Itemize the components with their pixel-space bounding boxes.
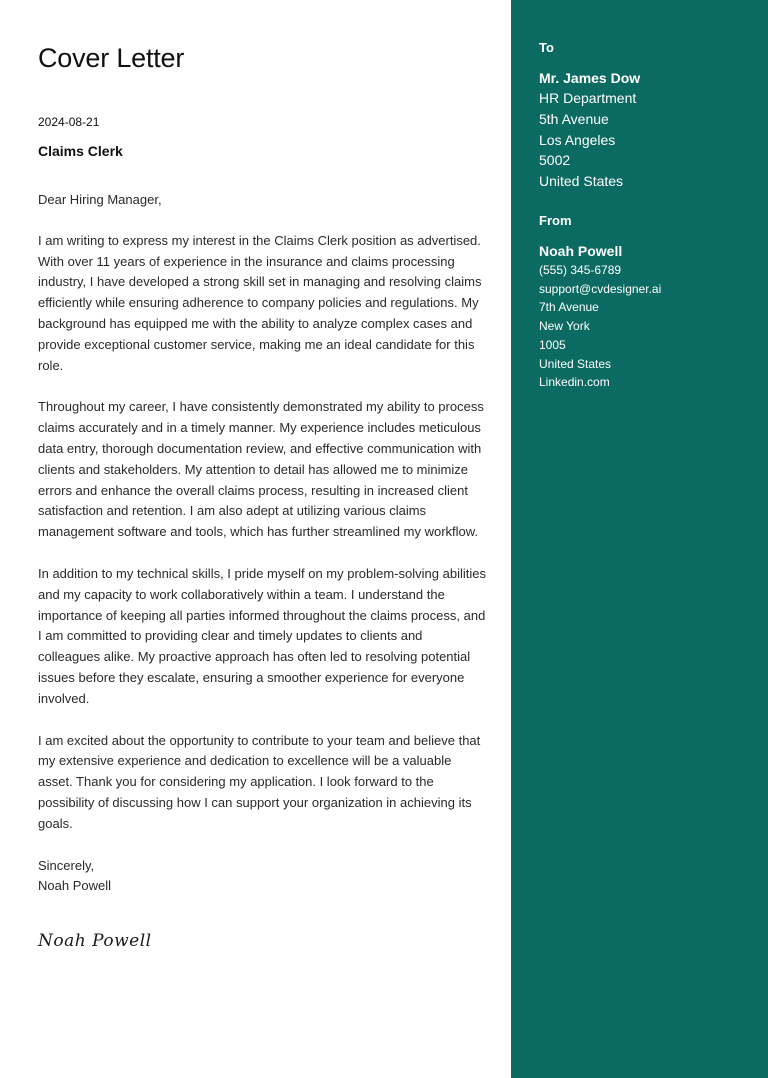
page-title: Cover Letter: [38, 43, 185, 73]
sender-email[interactable]: support@cvdesigner.ai: [539, 281, 662, 296]
closing: Sincerely,: [38, 857, 95, 873]
recipient-city: Los Angeles: [539, 131, 616, 148]
sender-postal: 1005: [539, 337, 566, 352]
sender-heading: From: [539, 213, 572, 228]
sender-street: 7th Avenue: [539, 300, 599, 315]
closing-name: Noah Powell: [38, 878, 111, 894]
sender-country: United States: [539, 356, 612, 371]
job-position: Claims Clerk: [38, 143, 123, 159]
recipient-department: HR Department: [539, 90, 637, 106]
body-paragraph-4: I am excited about the opportunity to contribute to your team and believe that my extensive experience and dedication to excellence will be a valuable asset. Thank you for considering my application. I look forward to the possibility of discussing how I can support your organization in achieving its goals.: [38, 732, 481, 831]
recipient-postal: 5002: [539, 152, 571, 169]
sender-block: [539, 212, 759, 392]
greeting: Dear Hiring Manager,: [38, 192, 162, 207]
sender-phone: (555) 345-6789: [539, 263, 622, 277]
recipient-country: United States: [539, 173, 624, 190]
letter-date: 2024-08-21: [38, 115, 100, 129]
recipient-heading: To: [539, 40, 554, 55]
body-paragraph-2: Throughout my career, I have consistently demonstrated my ability to process claims accurately and in a timely manner. My experience includes meticulous data entry, thorough documentation review, and effective communication with clients and stakeholders. My attention to detail has allowed me to minimize errors and enhance the overall claims process, resulting in increased client satisfaction and retention. I am also adept at utilizing various claims management software and tools, which has further streamlined my workflow.: [38, 399, 484, 540]
sender-city: New York: [539, 319, 590, 334]
letter-body: [38, 190, 488, 897]
recipient-block: [539, 39, 759, 192]
body-paragraph-1: I am writing to express my interest in the Claims Clerk position as advertised. With over 11 years of experience in the insurance and claims processing industry, I have developed a strong skill set in managing and resolving claims efficiently while ensuring adherence to company policies and regulations. My background has equipped me with the ability to analyze complex cases and provide exceptional customer service, making me an ideal candidate for this role.: [38, 232, 482, 373]
recipient-street: 5th Avenue: [539, 110, 609, 127]
recipient-name: Mr. James Dow: [539, 70, 641, 86]
sender-name: Noah Powell: [539, 243, 623, 259]
sender-linkedin-link[interactable]: Linkedin.com: [539, 375, 610, 390]
contact-sidebar: [511, 0, 768, 1078]
body-paragraph-3: In addition to my technical skills, I pride myself on my problem-solving abilities and my capacity to work collaboratively within a team. I understand the importance of keeping all parties informed throughout the claims process, and I am committed to providing clear and timely updates to clients and colleagues alike. My proactive approach has often led to resolving potential issues before they escalate, ensuring a smoother experience for everyone involved.: [38, 565, 486, 706]
handwritten-signature: Noah Powell: [38, 931, 152, 951]
